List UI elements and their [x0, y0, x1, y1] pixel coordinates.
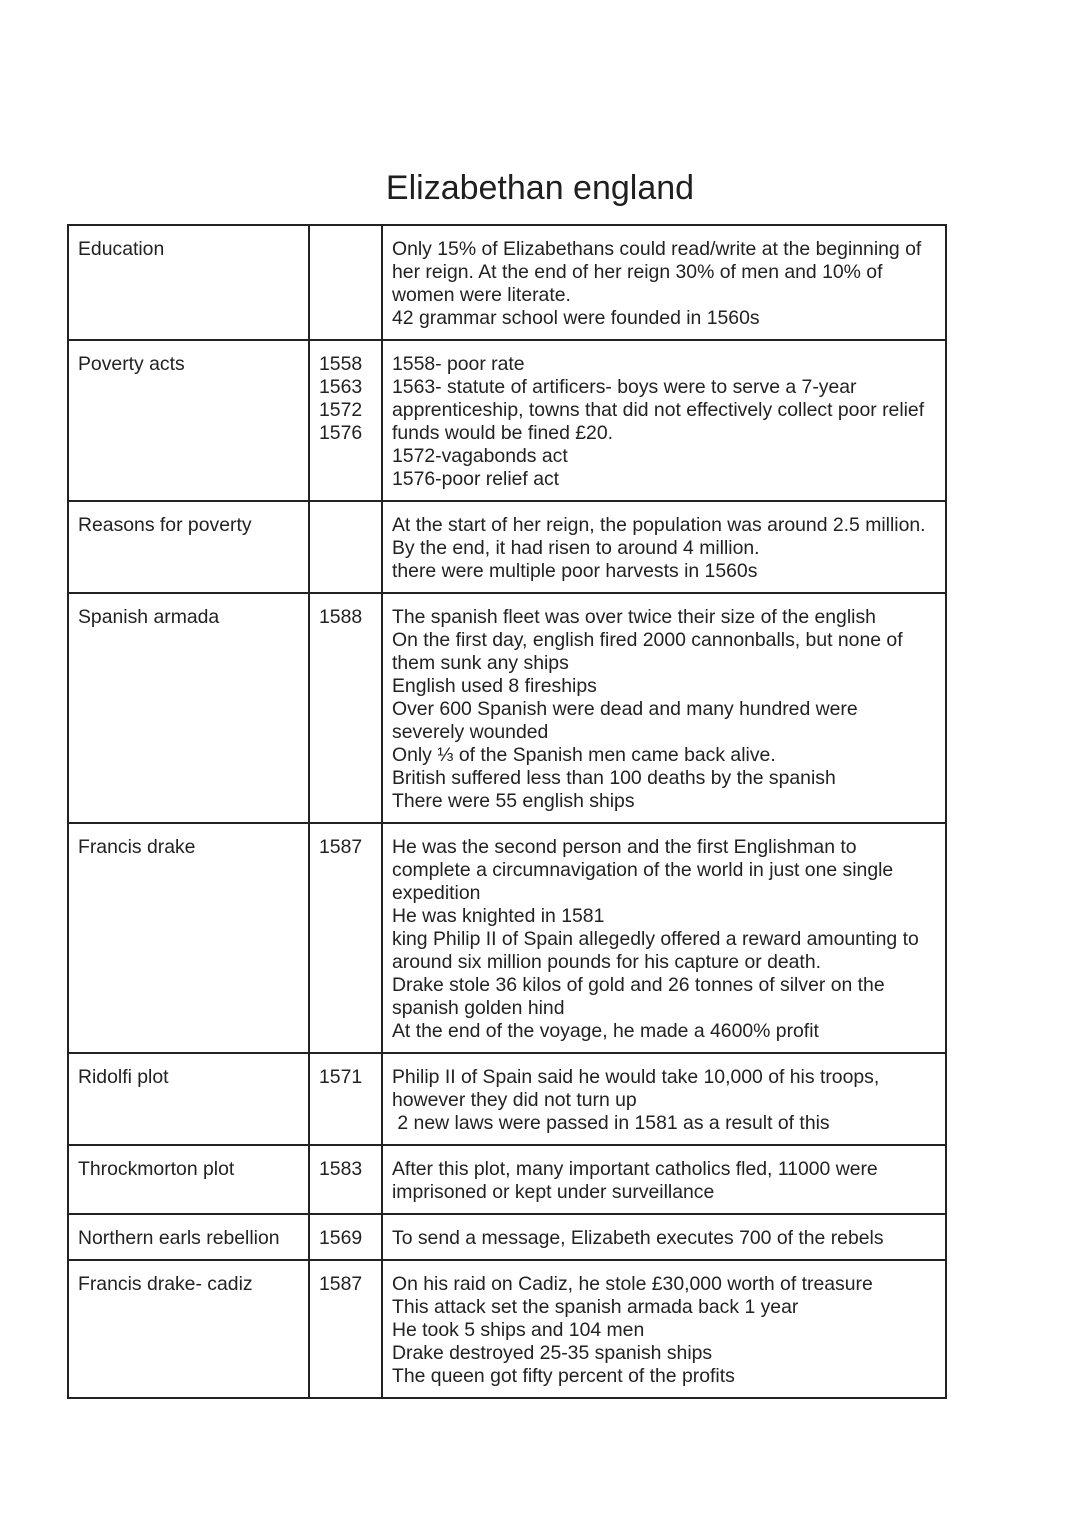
year-value: 1576: [319, 422, 363, 444]
year-value: 1583: [319, 1158, 363, 1180]
notes-table-body: [68, 225, 946, 1398]
year-cell: [309, 1053, 382, 1145]
fact-line: spanish golden hind: [392, 997, 565, 1019]
fact-line: English used 8 fireships: [392, 675, 597, 697]
topic-cell: [68, 225, 309, 340]
year-value: 1563: [319, 376, 363, 398]
year-value: 1572: [319, 399, 363, 421]
year-cell: [309, 501, 382, 593]
year-cell: [309, 225, 382, 340]
topic-label: Reasons for poverty: [78, 514, 252, 536]
fact-line: Drake destroyed 25-35 spanish ships: [392, 1342, 713, 1364]
year-cell: [309, 1260, 382, 1398]
fact-line: Only ⅓ of the Spanish men came back alive.: [392, 744, 776, 766]
topic-label: Poverty acts: [78, 353, 185, 375]
table-row: [68, 593, 946, 823]
fact-line: however they did not turn up: [392, 1089, 637, 1111]
fact-line: complete a circumnavigation of the world in just one single: [392, 859, 894, 881]
fact-line: 42 grammar school were founded in 1560s: [392, 307, 760, 329]
fact-line: 1572-vagabonds act: [392, 445, 568, 467]
topic-cell: [68, 1214, 309, 1260]
facts-cell: [382, 1214, 946, 1260]
fact-line: To send a message, Elizabeth executes 700 of the rebels: [392, 1227, 884, 1249]
fact-line: king Philip II of Spain allegedly offered a reward amounting to: [392, 928, 919, 950]
fact-line: After this plot, many important catholics fled, 11000 were: [392, 1158, 878, 1180]
table-row: [68, 501, 946, 593]
fact-line: 1576-poor relief act: [392, 468, 560, 490]
table-row: [68, 823, 946, 1053]
table-row: [68, 1053, 946, 1145]
topic-cell: [68, 340, 309, 501]
table-row: [68, 1214, 946, 1260]
fact-line: This attack set the spanish armada back 1 year: [392, 1296, 799, 1318]
fact-line: expedition: [392, 882, 481, 904]
facts-cell: [382, 1260, 946, 1398]
fact-line: There were 55 english ships: [392, 790, 635, 812]
page-title: Elizabethan england: [385, 169, 695, 207]
year-value: 1571: [319, 1066, 363, 1088]
fact-line: 1563- statute of artificers- boys were to serve a 7-year: [392, 376, 857, 398]
year-cell: [309, 1145, 382, 1214]
topic-cell: [68, 1260, 309, 1398]
topic-cell: [68, 1053, 309, 1145]
table-row: [68, 340, 946, 501]
year-cell: [309, 823, 382, 1053]
year-value: 1569: [319, 1227, 363, 1249]
topic-cell: [68, 501, 309, 593]
topic-label: Ridolfi plot: [78, 1066, 169, 1088]
facts-cell: [382, 225, 946, 340]
fact-line: On the first day, english fired 2000 cannonballs, but none of: [392, 629, 903, 651]
fact-line: Over 600 Spanish were dead and many hundred were: [392, 698, 858, 720]
facts-cell: [382, 340, 946, 501]
facts-cell: [382, 501, 946, 593]
topic-label: Spanish armada: [78, 606, 220, 628]
topic-label: Throckmorton plot: [78, 1158, 235, 1180]
fact-line: apprenticeship, towns that did not effectively collect poor relief: [392, 399, 925, 421]
fact-line: women were literate.: [392, 284, 571, 306]
fact-line: imprisoned or kept under surveillance: [392, 1181, 715, 1203]
fact-line: around six million pounds for his capture or death.: [392, 951, 821, 973]
table-row: [68, 1260, 946, 1398]
fact-line: severely wounded: [392, 721, 549, 743]
topic-label: Education: [78, 238, 165, 260]
facts-cell: [382, 1145, 946, 1214]
fact-line: 1558- poor rate: [392, 353, 525, 375]
fact-line: He was the second person and the first Englishman to: [392, 836, 857, 858]
fact-line: there were multiple poor harvests in 1560s: [392, 560, 758, 582]
fact-line: 2 new laws were passed in 1581 as a result of this: [392, 1112, 830, 1134]
topic-label: Francis drake: [78, 836, 196, 858]
notes-table: [67, 224, 947, 1399]
year-value: 1558: [319, 353, 363, 375]
fact-line: The queen got fifty percent of the profits: [392, 1365, 735, 1387]
fact-line: her reign. At the end of her reign 30% of men and 10% of: [392, 261, 883, 283]
fact-line: Philip II of Spain said he would take 10,000 of his troops,: [392, 1066, 880, 1088]
facts-cell: [382, 593, 946, 823]
topic-label: Northern earls rebellion: [78, 1227, 280, 1249]
topic-cell: [68, 823, 309, 1053]
year-value: 1587: [319, 1273, 363, 1295]
fact-line: He was knighted in 1581: [392, 905, 605, 927]
fact-line: On his raid on Cadiz, he stole £30,000 worth of treasure: [392, 1273, 873, 1295]
topic-label: Francis drake- cadiz: [78, 1273, 253, 1295]
facts-cell: [382, 823, 946, 1053]
topic-cell: [68, 593, 309, 823]
year-value: 1588: [319, 606, 363, 628]
fact-line: Drake stole 36 kilos of gold and 26 tonnes of silver on the: [392, 974, 885, 996]
year-cell: [309, 593, 382, 823]
table-row: [68, 1145, 946, 1214]
fact-line: Only 15% of Elizabethans could read/write at the beginning of: [392, 238, 922, 260]
year-value: 1587: [319, 836, 363, 858]
fact-line: funds would be fined £20.: [392, 422, 614, 444]
table-row: [68, 225, 946, 340]
fact-line: By the end, it had risen to around 4 million.: [392, 537, 760, 559]
fact-line: At the start of her reign, the population was around 2.5 million.: [392, 514, 926, 536]
fact-line: At the end of the voyage, he made a 4600% profit: [392, 1020, 819, 1042]
fact-line: He took 5 ships and 104 men: [392, 1319, 645, 1341]
year-cell: [309, 340, 382, 501]
facts-cell: [382, 1053, 946, 1145]
topic-cell: [68, 1145, 309, 1214]
fact-line: them sunk any ships: [392, 652, 569, 674]
fact-line: British suffered less than 100 deaths by the spanish: [392, 767, 836, 789]
fact-line: The spanish fleet was over twice their size of the english: [392, 606, 876, 628]
year-cell: [309, 1214, 382, 1260]
